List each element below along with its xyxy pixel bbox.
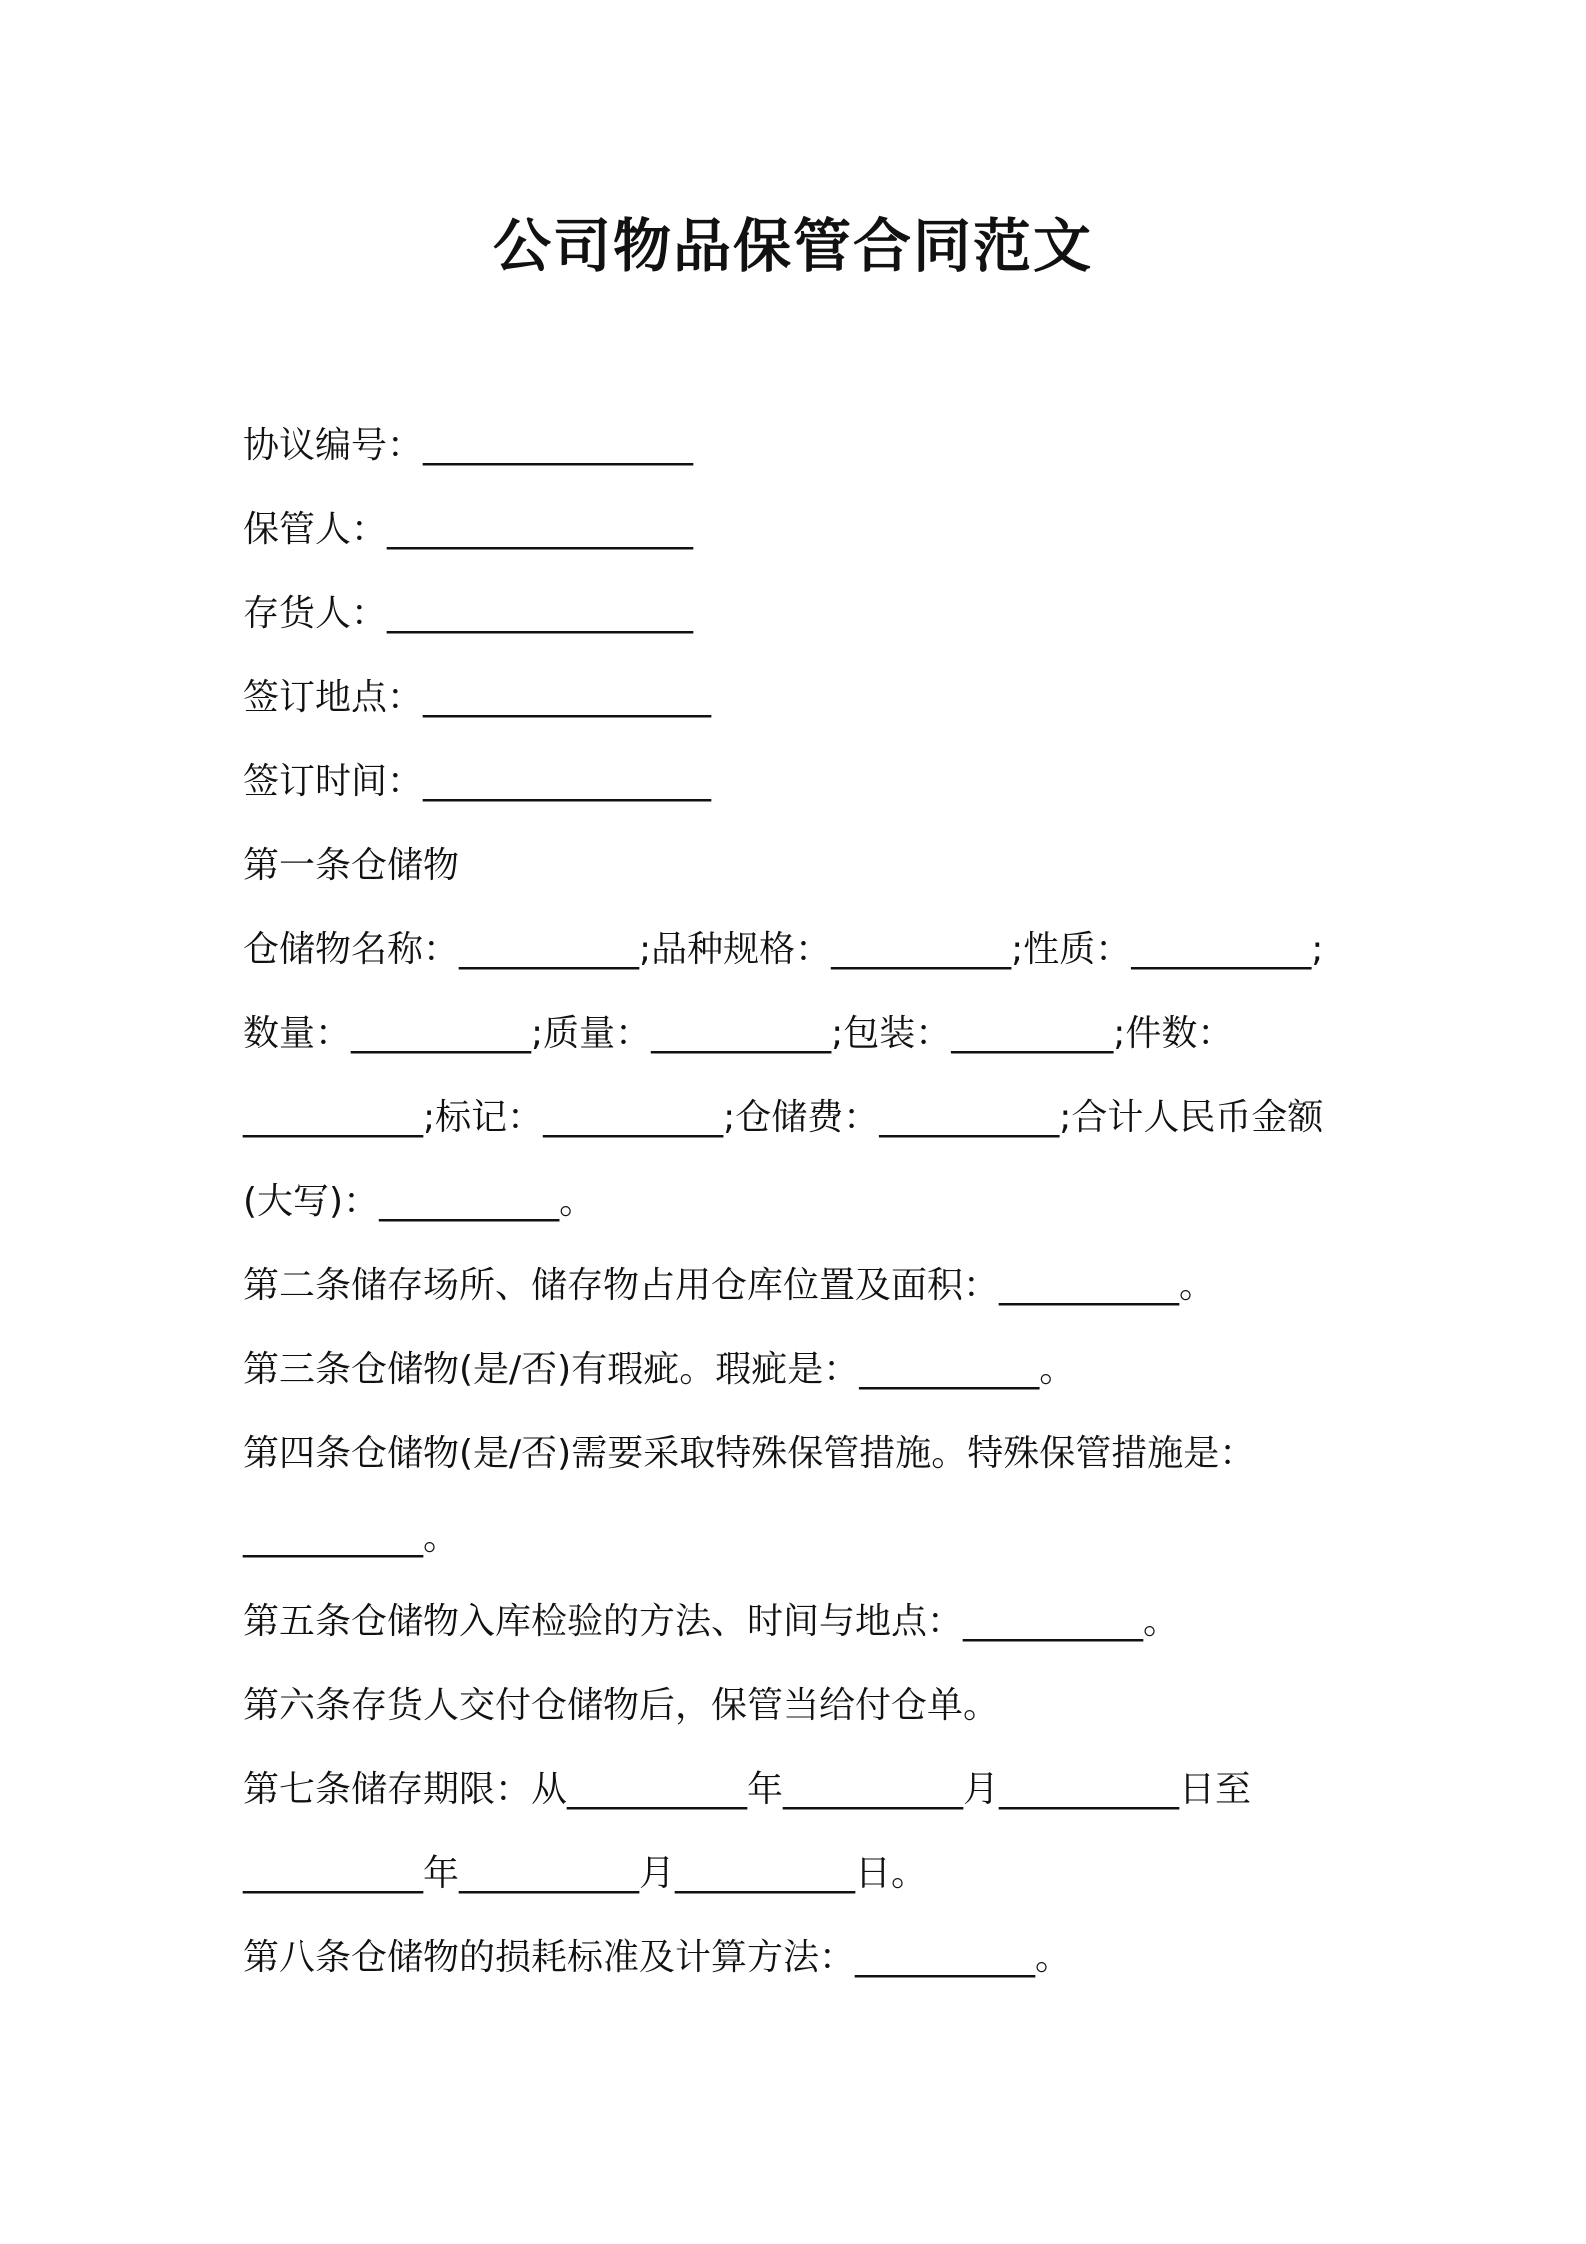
signing-time-line: 签订时间：________________ bbox=[243, 761, 712, 802]
article-6-line: 第六条存货人交付仓储物后，保管当给付仓单。 bbox=[243, 1685, 1000, 1726]
article-1-line-3: __________;标记：__________;仓储费：__________;合计人民币金额 bbox=[243, 1097, 1324, 1138]
article-2-line: 第二条储存场所、储存物占用仓库位置及面积：__________。 bbox=[243, 1265, 1216, 1306]
article-3-line: 第三条仓储物(是/否)有瑕疵。瑕疵是：__________。 bbox=[243, 1349, 1076, 1390]
custodian-line: 保管人：_________________ bbox=[243, 509, 694, 550]
article-5-line: 第五条仓储物入库检验的方法、时间与地点：__________。 bbox=[243, 1601, 1180, 1642]
article-1-line-4: (大写)：__________。 bbox=[243, 1181, 596, 1222]
article-7-line-1: 第七条储存期限：从__________年__________月__________日至 bbox=[243, 1769, 1252, 1810]
article-1-line-2: 数量：__________;质量：__________;包装：_________;件数： bbox=[243, 1013, 1234, 1054]
article-1-line-1: 仓储物名称：__________;品种规格：__________;性质：__________; bbox=[243, 929, 1324, 970]
article-8-line: 第八条仓储物的损耗标准及计算方法：__________。 bbox=[243, 1937, 1072, 1978]
agreement-number-line: 协议编号：_______________ bbox=[243, 425, 694, 466]
article-1-heading: 第一条仓储物 bbox=[243, 845, 460, 886]
signing-place-line: 签订地点：________________ bbox=[243, 677, 712, 718]
document-body bbox=[243, 404, 1363, 2000]
article-7-line-2: __________年__________月__________日。 bbox=[243, 1853, 927, 1894]
article-4-line-1: 第四条仓储物(是/否)需要采取特殊保管措施。特殊保管措施是： bbox=[243, 1433, 1256, 1474]
document-title: 公司物品保管合同范文 bbox=[492, 212, 1093, 280]
depositor-line: 存货人：_________________ bbox=[243, 593, 694, 634]
article-4-line-2: __________。 bbox=[243, 1517, 460, 1558]
